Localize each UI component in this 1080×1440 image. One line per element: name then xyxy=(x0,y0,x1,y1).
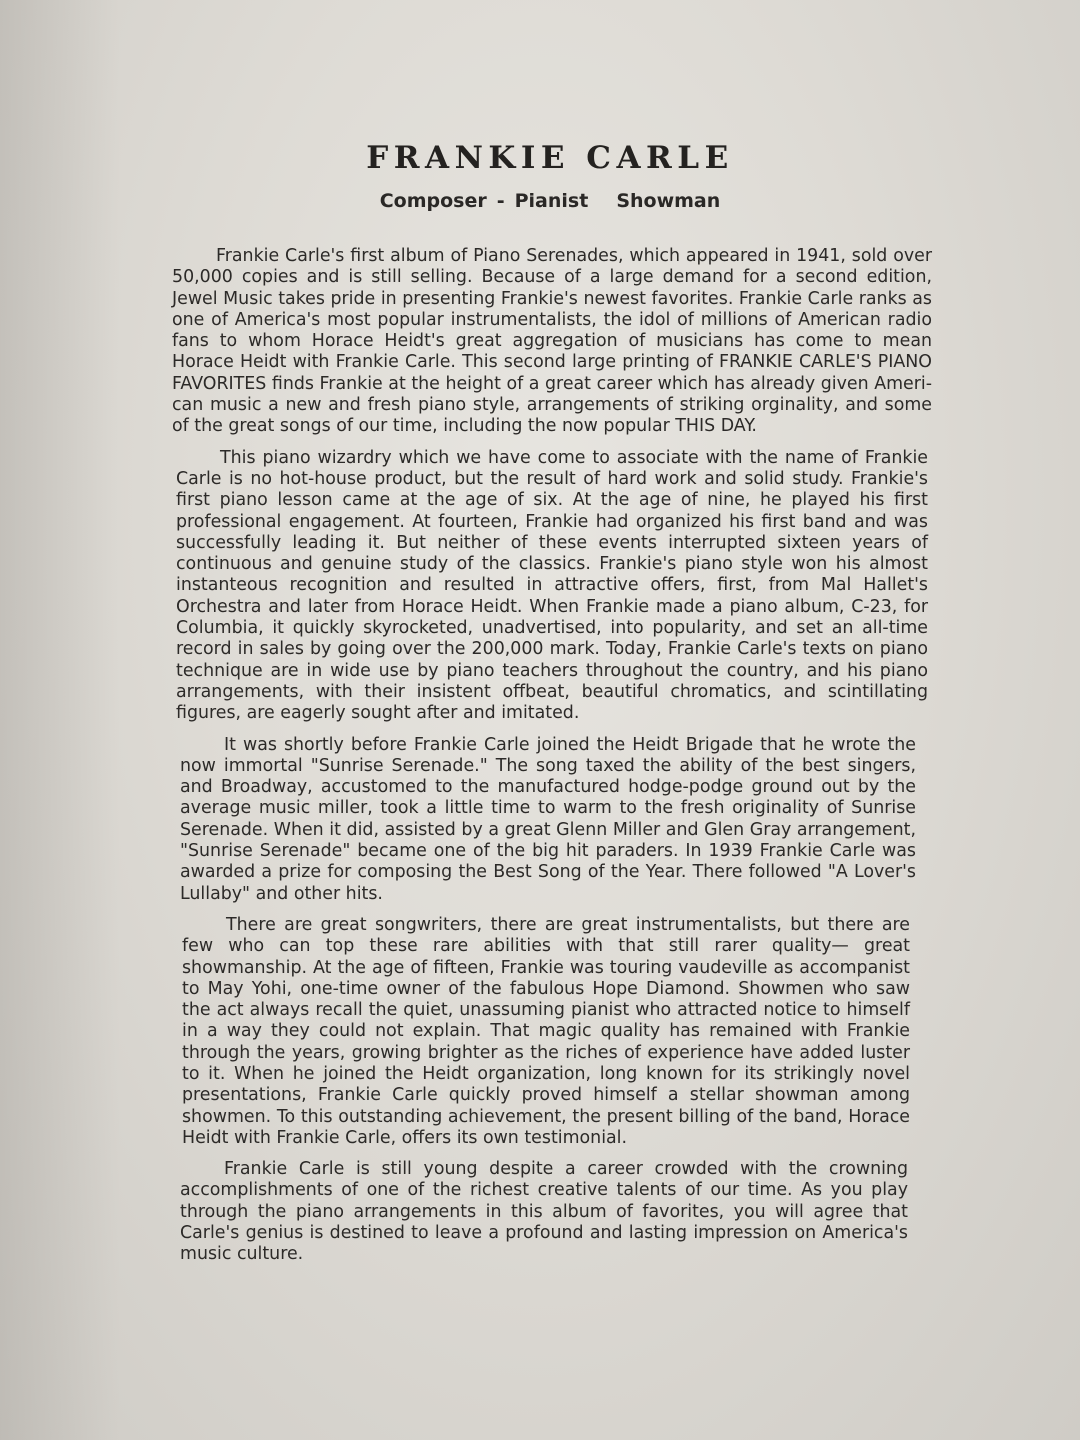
page-title: FRANKIE CARLE xyxy=(366,140,734,176)
paragraph-1: Frankie Carle's first album of Piano Serenades, which appeared in 1941, sold over 50,000 copies and is still selling. Because of a large demand for a second edition, Jewel Music takes pride in presenting Frankie's newest favorites. Frankie Carle ranks as one of America's most popular instrumentalists, the idol of millions of American radio fans to whom Horace Heidt's great aggregation of musicians has come to mean Horace Heidt with Frankie Carle. This second large printing of FRANKIE CARLE'S PIANO FAVORITES finds Frankie at the height of a great career which has already given American music a new and fresh piano style, arrangements of striking orginality, and some of the great songs of our time, including the now popular THIS DAY. xyxy=(172,246,932,437)
paragraph-4: There are great songwriters, there are great instrumentalists, but there are few who can top these rare abilities with that still rarer quality— great showmanship. At the age of fifteen, Frankie was touring vaudeville as accompanist to May Yohi, one-time owner of the fabulous Hope Diamond. Showmen who saw the act always recall the quiet, unassuming pianist who attracted notice to himself in a way they could not explain. That magic quality has remained with Frankie through the years, growing brighter as the riches of experience have added luster to it. When he joined the Heidt organization, long known for its strikingly novel presentations, Frankie Carle quickly proved himself a stellar showman among showmen. To this outstanding achievement, the present billing of the band, Horace Heidt with Frankie Carle, offers its own testimonial. xyxy=(182,914,910,1148)
page-fold-shadow xyxy=(0,0,120,1440)
subtitle-role-showman: Showman xyxy=(616,190,721,212)
subtitle-separator: - xyxy=(496,190,505,212)
paragraph-2: This piano wizardry which we have come to associate with the name of Frankie Carle is no hot-house product, but the result of hard work and solid study. Frankie's first piano lesson came at the age of six. At the age of nine, he played his first professional engagement. At fourteen, Frankie had organized his first band and was successfully leading it. But neither of these events interrupted sixteen years of continuous and genuine study of the classics. Frankie's piano style won his almost instanteous recognition and resulted in attractive offers, first, from Mal Hallet's Orchestra and later from Horace Heidt. When Frankie made a piano album, C-23, for Columbia, it quickly skyrocketed, unadvertised, into popularity, and set an all-time record in sales by going over the 200,000 mark. Today, Frankie Carle's texts on piano technique are in wide use by piano teachers throughout the country, and his piano arrangements, with their insistent offbeat, beautiful chromatics, and scintillating figures, are eagerly sought after and imitated. xyxy=(176,447,928,724)
article-body xyxy=(172,246,932,1276)
page-subtitle xyxy=(0,190,1080,212)
subtitle-role-pianist: Pianist xyxy=(514,190,589,212)
paragraph-3: It was shortly before Frankie Carle joined the Heidt Brigade that he wrote the now immortal "Sunrise Serenade." The song taxed the ability of the best singers, and Broadway, accustomed to the manufactured hodge-podge ground out by the average music miller, took a little time to warm to the fresh originality of Sunrise Serenade. When it did, assisted by a great Glenn Miller and Glen Gray arrangement, "Sunrise Serenade" became one of the big hit paraders. In 1939 Frankie Carle was awarded a prize for composing the Best Song of the Year. There followed "A Lover's Lullaby" and other hits. xyxy=(180,734,916,904)
subtitle-role-composer: Composer xyxy=(379,190,487,212)
paragraph-5: Frankie Carle is still young despite a career crowded with the crowning accomplishments of one of the richest creative talents of our time. As you play through the piano arrangements in this album of favorites, you will agree that Carle's genius is destined to leave a profound and lasting impression on America's music culture. xyxy=(180,1159,908,1265)
